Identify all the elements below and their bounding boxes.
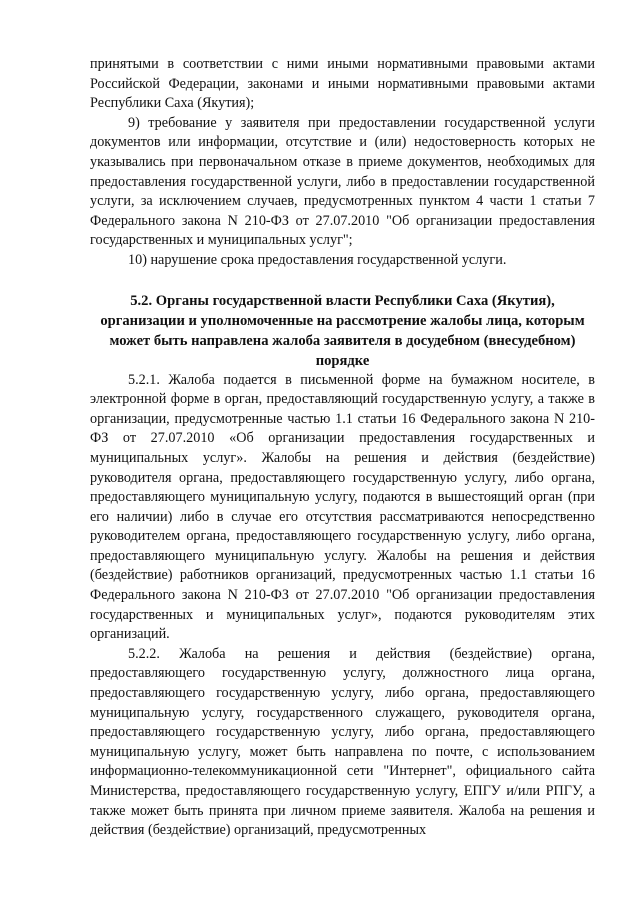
paragraph-5-2-2: 5.2.2. Жалоба на решения и действия (бездействие) органа, предоставляющего государственную услугу, должностного лица органа, предоставляющего государственную услугу, либо органа, предоставляющего муниципальную услугу, государственного служащего, руководителя органа, предоставляющего государственную услугу, либо органа, предоставляющего муниципальную услугу, может быть направлена по почте, с использованием информационно-телекоммуникационной сети "Интернет", официального сайта Министерства, предоставляющего государственную услугу, ЕПГУ и/или РПГУ, а также может быть принята при личном приеме заявителя. Жалоба на решения и действия (бездействие) организаций, предусмотренных (90, 645, 595, 839)
paragraph-5-2-1: 5.2.1. Жалоба подается в письменной форме на бумажном носителе, в электронной форме в орган, предоставляющий государственную услугу, а также в организации, предусмотренные частью 1.1 статьи 16 Федерального закона N 210-ФЗ от 27.07.2010 «Об организации предоставления государственных и муниципальных услуг». Жалобы на решения и действия (бездействие) руководителя органа, предоставляющего государственную услугу, либо органа, предоставляющего муниципальную услугу, подаются в вышестоящий орган (при его наличии) либо в случае его отсутствия рассматриваются непосредственно руководителем органа, предоставляющего государственную услугу, либо органа, предоставляющего муниципальную услугу. Жалобы на решения и действия (бездействие) работников организаций, предусмотренных частью 1.1 статьи 16 Федерального закона N 210-ФЗ от 27.07.2010 "Об организации предоставления государственных и муниципальных услуг», подаются руководителям этих организаций. (90, 371, 595, 643)
paragraph-item-9: 9) требование у заявителя при предоставлении государственной услуги документов или информации, отсутствие и (или) недостоверность которых не указывались при первоначальном отказе в приеме документов, необходимых для предоставления государственной услуги, либо в предоставлении государственной услуги, за исключением случаев, предусмотренных пунктом 4 части 1 статьи 7 Федерального закона N 210-ФЗ от 27.07.2010 "Об организации предоставления государственных и муниципальных услуг"; (90, 114, 595, 249)
section-spacer (90, 271, 595, 291)
paragraph-intro: принятыми в соответствии с ними иными нормативными правовыми актами Российской Федерации, законами и иными нормативными правовыми актами Республики Саха (Якутия); (90, 56, 595, 112)
paragraph-item-10: 10) нарушение срока предоставления государственной услуги. (128, 251, 507, 268)
section-heading-5-2: 5.2. Органы государственной власти Республики Саха (Якутия), организации и уполномоченные на рассмотрение жалобы лица, которым может быть направлена жалоба заявителя в досудебном (внесудебном) порядке (100, 292, 585, 369)
document-page (90, 55, 595, 841)
